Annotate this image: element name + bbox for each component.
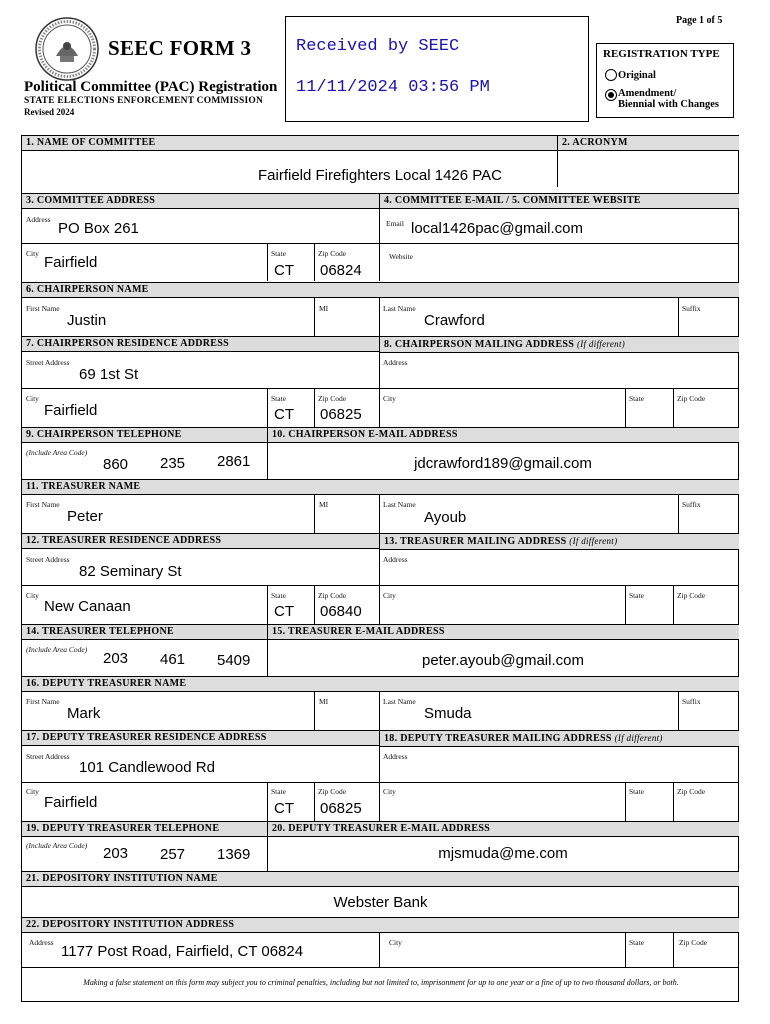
section-8-header bbox=[379, 336, 739, 353]
city-label: City bbox=[26, 591, 39, 600]
mail-city-label: City bbox=[383, 591, 396, 600]
street-address-label: Street Address bbox=[26, 752, 70, 761]
section-14-header: 14. TREASURER TELEPHONE bbox=[22, 624, 267, 640]
section-21-header: 21. DEPOSITORY INSTITUTION NAME bbox=[22, 871, 739, 887]
state-label: State bbox=[271, 591, 286, 600]
mail-city-label: City bbox=[383, 787, 396, 796]
area-code-label: (Include Area Code) bbox=[26, 841, 88, 850]
first-name-label: First Name bbox=[26, 500, 60, 509]
treasurer-first-value[interactable]: Peter bbox=[67, 508, 103, 525]
registration-form bbox=[21, 135, 739, 1002]
deputy-zip-value[interactable]: 06825 bbox=[320, 800, 362, 817]
received-stamp: Received by SEEC bbox=[296, 37, 460, 56]
form-title: SEEC FORM 3 bbox=[108, 36, 252, 60]
committee-zip-value[interactable]: 06824 bbox=[320, 262, 362, 279]
last-name-label: Last Name bbox=[383, 697, 416, 706]
mail-city-label: City bbox=[383, 394, 396, 403]
treasurer-zip-value[interactable]: 06840 bbox=[320, 603, 362, 620]
mi-label: MI bbox=[319, 304, 329, 313]
address-label: Address bbox=[29, 938, 54, 947]
mi-label: MI bbox=[319, 697, 329, 706]
section-9-header: 9. CHAIRPERSON TELEPHONE bbox=[22, 427, 267, 443]
state-label: State bbox=[271, 394, 286, 403]
amendment-radio[interactable] bbox=[605, 89, 617, 101]
deputy-email-value[interactable]: mjsmuda@me.com bbox=[438, 845, 568, 862]
deputy-phone-line[interactable]: 1369 bbox=[217, 846, 251, 863]
section-12-header: 12. TREASURER RESIDENCE ADDRESS bbox=[22, 533, 379, 549]
received-stamp-box bbox=[285, 16, 589, 122]
mailing-address-label: Address bbox=[383, 358, 408, 367]
depository-name-value[interactable]: Webster Bank bbox=[333, 894, 428, 911]
committee-name-value[interactable]: Fairfield Firefighters Local 1426 PAC bbox=[258, 167, 502, 184]
city-label: City bbox=[26, 394, 39, 403]
mail-state-label: State bbox=[629, 591, 644, 600]
section-8-title: 8. CHAIRPERSON MAILING ADDRESS bbox=[384, 339, 575, 350]
section-4-header: 4. COMMITTEE E-MAIL / 5. COMMITTEE WEBSITE bbox=[379, 193, 739, 209]
treasurer-street-value[interactable]: 82 Seminary St bbox=[79, 563, 182, 580]
mail-zip-label: Zip Code bbox=[677, 394, 706, 403]
street-address-label: Street Address bbox=[26, 358, 70, 367]
treasurer-email-value[interactable]: peter.ayoub@gmail.com bbox=[422, 652, 584, 669]
chair-street-value[interactable]: 69 1st St bbox=[79, 366, 139, 383]
section-16-header: 16. DEPUTY TREASURER NAME bbox=[22, 676, 739, 692]
section-11-header: 11. TREASURER NAME bbox=[22, 479, 739, 495]
committee-email-value[interactable]: local1426pac@gmail.com bbox=[411, 220, 583, 237]
last-name-label: Last Name bbox=[383, 304, 416, 313]
last-name-label: Last Name bbox=[383, 500, 416, 509]
chair-email-value[interactable]: jdcrawford189@gmail.com bbox=[414, 455, 592, 472]
section-7-header: 7. CHAIRPERSON RESIDENCE ADDRESS bbox=[22, 336, 379, 352]
committee-city-value[interactable]: Fairfield bbox=[44, 254, 98, 271]
suffix-label: Suffix bbox=[682, 500, 701, 509]
zip-label: Zip Code bbox=[318, 787, 347, 796]
first-name-label: First Name bbox=[26, 697, 60, 706]
suffix-label: Suffix bbox=[682, 697, 701, 706]
agency-name: STATE ELECTIONS ENFORCEMENT COMMISSION bbox=[24, 96, 264, 106]
suffix-label: Suffix bbox=[682, 304, 701, 313]
deputy-state-value[interactable]: CT bbox=[274, 800, 294, 817]
website-label: Website bbox=[389, 252, 413, 261]
amendment-label: Amendment/ bbox=[618, 88, 677, 99]
section-22-header: 22. DEPOSITORY INSTITUTION ADDRESS bbox=[22, 917, 739, 933]
street-address-label: Street Address bbox=[26, 555, 70, 564]
section-18-title: 18. DEPUTY TREASURER MAILING ADDRESS bbox=[384, 733, 612, 744]
address-label: Address bbox=[26, 215, 51, 224]
state-label: State bbox=[271, 787, 286, 796]
deputy-phone-area[interactable]: 203 bbox=[103, 845, 129, 862]
registration-type-box bbox=[596, 43, 734, 118]
registration-type-title: REGISTRATION TYPE bbox=[603, 48, 720, 60]
section-13-header bbox=[379, 533, 739, 550]
treasurer-last-value[interactable]: Ayoub bbox=[424, 509, 467, 526]
page-number: Page 1 of 5 bbox=[676, 15, 723, 26]
treasurer-phone-line[interactable]: 5409 bbox=[217, 652, 251, 669]
original-label: Original bbox=[618, 70, 656, 81]
section-10-header: 10. CHAIRPERSON E-MAIL ADDRESS bbox=[267, 427, 739, 443]
chair-zip-value[interactable]: 06825 bbox=[320, 406, 362, 423]
form-subtitle: Political Committee (PAC) Registration bbox=[24, 79, 278, 95]
chair-state-value[interactable]: CT bbox=[274, 406, 294, 423]
deputy-first-value[interactable]: Mark bbox=[67, 705, 101, 722]
city-label: City bbox=[389, 938, 402, 947]
chair-phone-line[interactable]: 2861 bbox=[217, 453, 251, 470]
deputy-last-value[interactable]: Smuda bbox=[424, 705, 472, 722]
state-label: State bbox=[629, 938, 644, 947]
revised-date: Revised 2024 bbox=[24, 107, 75, 117]
state-seal-icon bbox=[34, 16, 100, 82]
first-name-label: First Name bbox=[26, 304, 60, 313]
if-different-note: (If different) bbox=[569, 536, 618, 546]
chair-phone-prefix[interactable]: 235 bbox=[160, 455, 186, 472]
section-1-header: 1. NAME OF COMMITTEE bbox=[22, 136, 557, 151]
depository-address-value[interactable]: 1177 Post Road, Fairfield, CT 06824 bbox=[61, 943, 304, 960]
mail-zip-label: Zip Code bbox=[677, 787, 706, 796]
section-19-header: 19. DEPUTY TREASURER TELEPHONE bbox=[22, 821, 267, 837]
city-label: City bbox=[26, 787, 39, 796]
mi-label: MI bbox=[319, 500, 329, 509]
chair-phone-area[interactable]: 860 bbox=[103, 456, 129, 473]
mailing-address-label: Address bbox=[383, 555, 408, 564]
zip-label: Zip Code bbox=[318, 591, 347, 600]
zip-label: Zip Code bbox=[318, 249, 347, 258]
chair-first-value[interactable]: Justin bbox=[67, 312, 107, 329]
deputy-city-value[interactable]: Fairfield bbox=[44, 794, 98, 811]
if-different-note: (If different) bbox=[576, 339, 626, 349]
treasurer-state-value[interactable]: CT bbox=[274, 603, 294, 620]
original-radio[interactable] bbox=[605, 69, 617, 81]
mail-state-label: State bbox=[629, 787, 644, 796]
committee-address-value[interactable]: PO Box 261 bbox=[58, 220, 139, 237]
false-statement-notice: Making a false statement on this form may subject you to criminal penalties, including but not limited to, imprisonment for up to one year or a fine of up to two thousand dollars, or both. bbox=[83, 978, 679, 987]
city-label: City bbox=[26, 249, 39, 258]
mail-state-label: State bbox=[629, 394, 644, 403]
mailing-address-label: Address bbox=[383, 752, 408, 761]
section-18-header bbox=[379, 730, 739, 747]
section-3-header: 3. COMMITTEE ADDRESS bbox=[22, 193, 379, 209]
chair-city-value[interactable]: Fairfield bbox=[44, 402, 98, 419]
if-different-note: (If different) bbox=[614, 733, 663, 743]
mail-zip-label: Zip Code bbox=[677, 591, 706, 600]
section-13-title: 13. TREASURER MAILING ADDRESS bbox=[384, 536, 567, 547]
treasurer-phone-prefix[interactable]: 461 bbox=[160, 651, 186, 668]
state-label: State bbox=[271, 249, 286, 258]
treasurer-city-value[interactable]: New Canaan bbox=[44, 598, 131, 615]
zip-label: Zip Code bbox=[318, 394, 347, 403]
area-code-label: (Include Area Code) bbox=[26, 645, 88, 654]
section-15-header: 15. TREASURER E-MAIL ADDRESS bbox=[267, 624, 739, 640]
chair-last-value[interactable]: Crawford bbox=[424, 312, 485, 329]
section-20-header: 20. DEPUTY TREASURER E-MAIL ADDRESS bbox=[267, 821, 739, 837]
section-6-header: 6. CHAIRPERSON NAME bbox=[22, 282, 739, 298]
deputy-street-value[interactable]: 101 Candlewood Rd bbox=[79, 759, 215, 776]
amendment-label-2: Biennial with Changes bbox=[618, 99, 719, 110]
section-17-header: 17. DEPUTY TREASURER RESIDENCE ADDRESS bbox=[22, 730, 379, 746]
committee-state-value[interactable]: CT bbox=[274, 262, 294, 279]
treasurer-phone-area[interactable]: 203 bbox=[103, 650, 129, 667]
deputy-phone-prefix[interactable]: 257 bbox=[160, 846, 186, 863]
area-code-label: (Include Area Code) bbox=[26, 448, 88, 457]
zip-label: Zip Code bbox=[679, 938, 708, 947]
section-2-header: 2. ACRONYM bbox=[557, 136, 739, 151]
email-label: Email bbox=[386, 219, 404, 228]
received-datetime: 11/11/2024 03:56 PM bbox=[296, 78, 490, 97]
